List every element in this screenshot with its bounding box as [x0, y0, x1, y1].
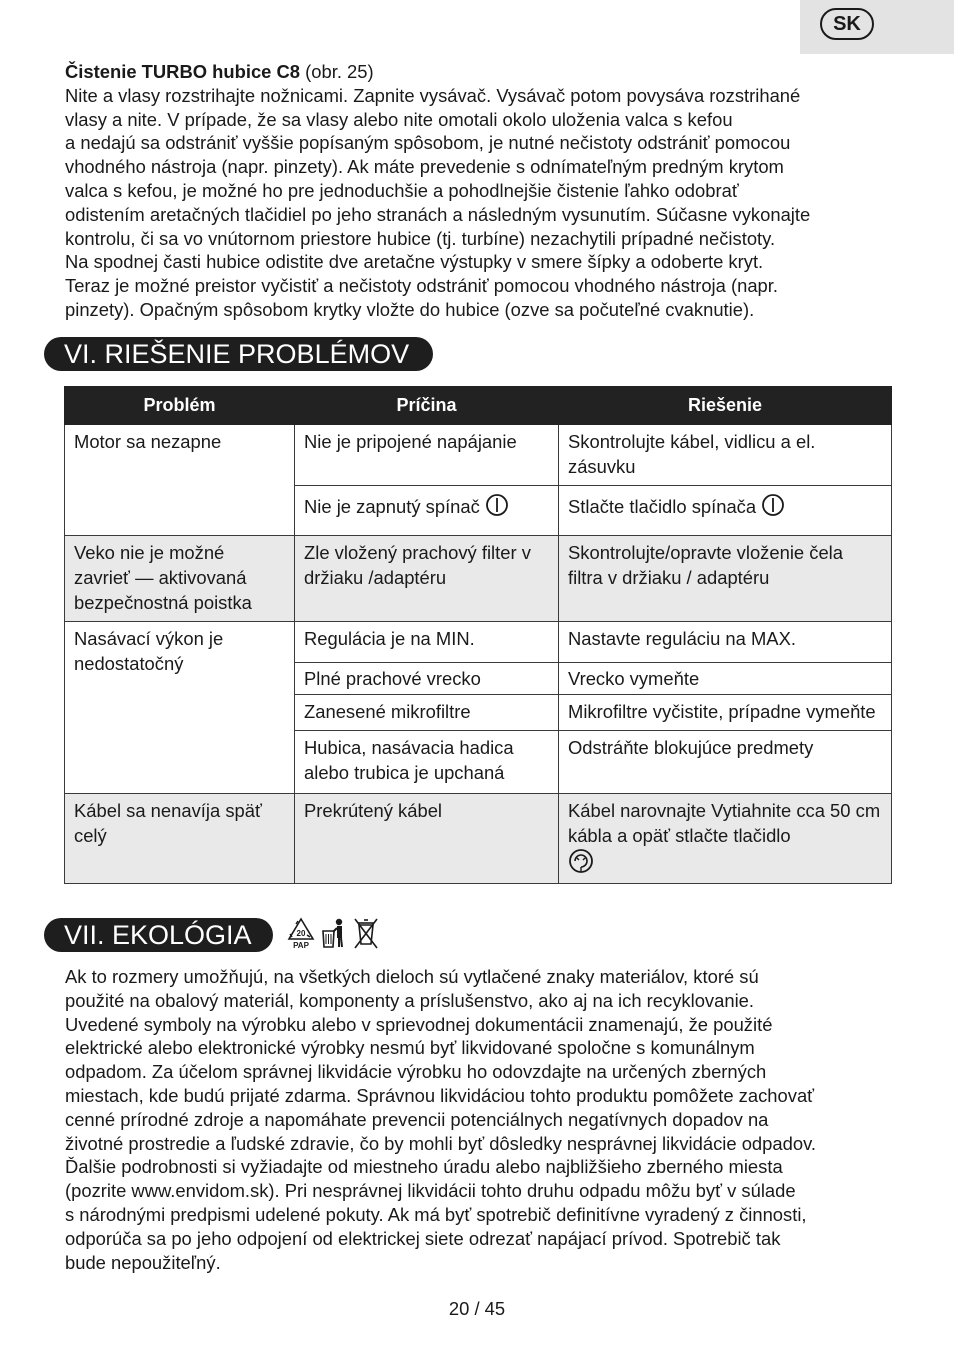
paragraph-line: Nite a vlasy rozstrihajte nožnicami. Zapnite vysávač. Vysávač potom povysáva rozstrihané [65, 84, 801, 106]
paragraph-line: kontrolu, či sa vo vnútornom priestore hubice (tj. turbíne) nezachytili prípadné nečistoty. [65, 227, 776, 249]
cause-cell: Zanesené mikrofiltre [295, 695, 559, 731]
table-header-row [65, 387, 892, 425]
troubleshooting-table [64, 386, 892, 884]
paragraph-line: odporúča sa po jeho odpojení od elektrickej siete odrezať napájací prívod. Spotrebič tak [65, 1227, 781, 1249]
solution-cell: Skontrolujte/opravte vloženie čela filtra v držiaku / adaptéru [559, 536, 892, 622]
problem-cell: Kábel sa nenavíja späť celý [65, 794, 295, 884]
cause-cell: Prekrútený kábel [295, 794, 559, 884]
cord-rewind-icon [568, 848, 594, 880]
section-heading-ecology: VII. EKOLÓGIA [44, 918, 273, 952]
paragraph-line: bude nepoužiteľný. [65, 1251, 221, 1273]
solution-text: Kábel narovnajte Vytiahnite cca 50 cm kábla a opäť stlačte tlačidlo [568, 800, 881, 846]
language-badge: SK [820, 8, 874, 40]
paragraph-line: Ďalšie podrobnosti si vyžiadajte od miestneho úradu alebo najbližšieho zberného miesta [65, 1156, 783, 1178]
paragraph-line: Uvedené symboly na výrobku alebo v sprievodnej dokumentácii znamenajú, že použité [65, 1013, 773, 1035]
paragraph-line: miestach, kde budú prijaté zdarma. Správnou likvidáciou tohto produktu pomôžete zachovať [65, 1084, 815, 1106]
paragraph-line: odpadom. Za účelom správnej likvidácie výrobku ho odovzdajte na určených zberných [65, 1061, 767, 1083]
cause-cell: Nie je pripojené napájanie [295, 425, 559, 486]
paragraph-line: odistením aretačných tlačidiel po jeho stranách a následným vysunutím. Súčasne vykonajte [65, 203, 811, 225]
paragraph-line: a nedajú sa odstrániť vyššie popísaným spôsobom, je nutné nečistoty odstrániť pomocou [65, 132, 791, 154]
section-heading-troubleshooting: VI. RIEŠENIE PROBLÉMOV [44, 337, 433, 371]
cause-cell: Plné prachové vrecko [295, 663, 559, 695]
paragraph-line: s národnými predpismi udelené pokuty. Ak má byť spotrebič definitívne vyradený z činnosti, [65, 1203, 807, 1225]
solution-cell: Mikrofiltre vyčistite, prípadne vymeňte [559, 695, 892, 731]
cause-text: Nie je zapnutý spínač [304, 495, 480, 517]
solution-cell: Nastavte reguláciu na MAX. [559, 622, 892, 663]
cause-cell: Hubica, nasávacia hadica alebo trubica je upchaná [295, 731, 559, 794]
power-icon [761, 493, 785, 523]
crossed-out-bin-icon [353, 916, 379, 955]
problem-cell: Nasávací výkon je nedostatočný [65, 622, 295, 794]
solution-cell: Odstráňte blokujúce predmety [559, 731, 892, 794]
table-row [65, 622, 892, 663]
paragraph-line: (pozrite www.envidom.sk). Pri nesprávnej likvidácii tohto druhu odpadu môžu byť v súlade [65, 1180, 796, 1202]
table-row [65, 536, 892, 622]
paragraph-line: Ak to rozmery umožňujú, na všetkých dieloch sú vytlačené znaky materiálov, ktoré sú [65, 966, 759, 987]
cause-cell: Regulácia je na MIN. [295, 622, 559, 663]
header-cause: Príčina [295, 387, 559, 425]
solution-text: Stlačte tlačidlo spínača [568, 495, 757, 517]
page-number: 20 / 45 [448, 1298, 506, 1319]
cause-cell [295, 486, 559, 536]
header-solution: Riešenie [559, 387, 892, 425]
turbo-cleaning-section [65, 60, 895, 322]
paragraph-line: pinzety). Opačným spôsobom krytky vložte do hubice (ozve sa počuteľné cvaknutie). [65, 298, 755, 320]
turbo-cleaning-title: Čistenie TURBO hubice C8 [65, 61, 301, 82]
paragraph-line: vhodného nástroja (napr. pinzety). Ak máte prevedenie s odnímateľným predným krytom [65, 156, 784, 178]
paragraph-line: vlasy a nite. V prípade, že sa vlasy alebo nite omotali okolo uloženia valca s kefou [65, 108, 733, 130]
paragraph-line: valca s kefou, je možné ho pre jednoduchšie a pohodlnejšie čistenie ľahko odobrať [65, 179, 739, 201]
solution-cell [559, 486, 892, 536]
recycle-number: 20 [296, 929, 306, 938]
solution-cell: Vrecko vymeňte [559, 663, 892, 695]
paragraph-line: použité na obalový materiál, komponenty a príslušenstvo, ako aj na ich recyklovanie. [65, 989, 755, 1011]
problem-cell: Motor sa nezapne [65, 425, 295, 536]
waste-bin-icon [320, 916, 348, 955]
paragraph-line: cenné prírodné zdroje a napomáhate prevencii potenciálnych negatívnych dopadov na [65, 1108, 769, 1130]
table-row [65, 425, 892, 486]
paragraph-line: životné prostredie a ľudské zdravie, čo by mohli byť dôsledky nesprávnej likvidácie odpadov. [65, 1132, 817, 1154]
problem-cell: Veko nie je možné zavrieť — aktivovaná bezpečnostná poistka [65, 536, 295, 622]
solution-cell: Skontrolujte kábel, vidlicu a el. zásuvku [559, 425, 892, 486]
ecology-section [65, 965, 895, 1274]
paragraph-line: Na spodnej časti hubice odistite dve aretačne výstupky v smere šípky a odoberte kryt. [65, 251, 764, 273]
recycle-code: PAP [293, 941, 309, 950]
paragraph-line: Teraz je možné preistor vyčistiť a nečistoty odstrániť pomocou vhodného nástroja (napr. [65, 275, 778, 297]
power-icon [485, 493, 509, 523]
cause-cell: Zle vložený prachový filter v držiaku /adaptéru [295, 536, 559, 622]
turbo-cleaning-title-line [65, 60, 895, 84]
solution-cell [559, 794, 892, 884]
header-problem: Problém [65, 387, 295, 425]
paragraph-line: elektrické alebo elektronické výrobky nesmú byť likvidované spoločne s komunálnym [65, 1037, 755, 1059]
language-tab [800, 0, 954, 54]
ecology-icons [286, 916, 379, 952]
recycle-pap-icon [286, 916, 316, 955]
figure-reference: (obr. 25) [300, 61, 374, 82]
table-row [65, 794, 892, 884]
